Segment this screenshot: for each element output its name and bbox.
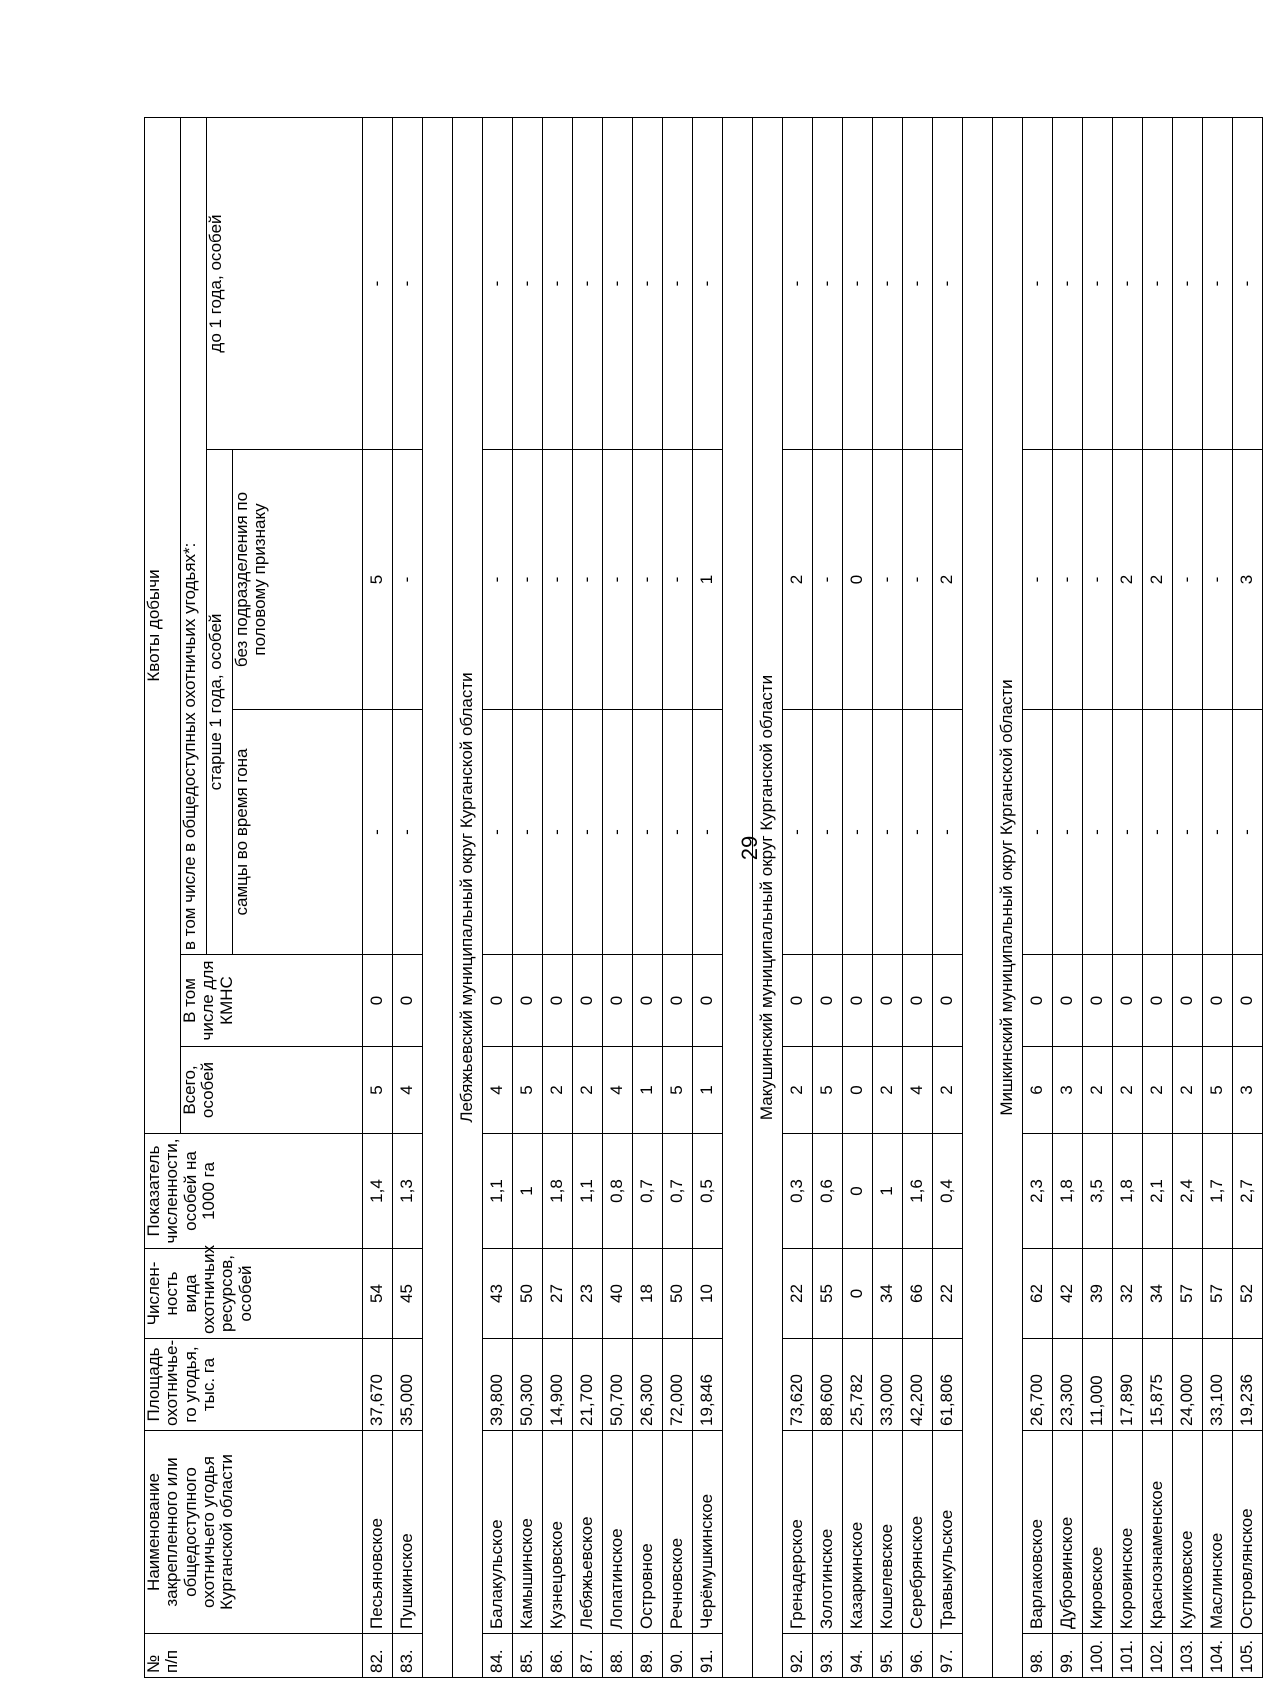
row-kmns: 0 [1113,955,1143,1047]
section-title: Макушинский муниципальный округ Курганской области [753,118,783,1678]
table-header [145,118,363,1678]
row-nosex: 2 [933,450,963,710]
row-area: 19,846 [693,1339,723,1431]
row-density: 0,4 [933,1134,963,1249]
table-row [1173,118,1203,1678]
row-young: - [1233,118,1263,450]
row-kmns: 0 [783,955,813,1047]
row-rut: - [633,710,663,955]
row-name: Кузнецовское [543,1431,573,1634]
row-name: Кировское [1083,1431,1113,1634]
row-name: Варлаковское [1023,1431,1053,1634]
header-total: Всего, особей [181,1047,363,1134]
row-young: - [363,118,393,450]
table-body [363,118,1263,1678]
row-total: 2 [1113,1047,1143,1134]
header-density: Показатель численности, особей на 1000 га [145,1134,363,1249]
row-population: 57 [1173,1249,1203,1339]
table-row [1143,118,1173,1678]
row-density: 1,7 [1203,1134,1233,1249]
section-title: Мишкинский муниципальный округ Курганской области [993,118,1023,1678]
row-rut: - [663,710,693,955]
row-nosex: - [903,450,933,710]
row-number: 102. [1143,1634,1173,1678]
row-area: 37,670 [363,1339,393,1431]
row-density: 1 [513,1134,543,1249]
row-total: 1 [693,1047,723,1134]
row-number: 82. [363,1634,393,1678]
row-population: 50 [663,1249,693,1339]
row-kmns: 0 [633,955,663,1047]
row-kmns: 0 [873,955,903,1047]
row-rut: - [1083,710,1113,955]
row-name: Серебрянское [903,1431,933,1634]
row-density: 1 [873,1134,903,1249]
spacer-row [423,118,453,1678]
row-young: - [393,118,423,450]
table-row [813,118,843,1678]
row-density: 0,7 [633,1134,663,1249]
row-number: 103. [1173,1634,1203,1678]
row-population: 54 [363,1249,393,1339]
row-name: Камышинское [513,1431,543,1634]
row-name: Кошелевское [873,1431,903,1634]
row-density: 2,4 [1173,1134,1203,1249]
row-nosex: - [573,450,603,710]
row-total: 3 [1233,1047,1263,1134]
header-public: в том числе в общедоступных охотничьих угодьях*: [181,118,207,955]
table-row [933,118,963,1678]
row-nosex: 1 [693,450,723,710]
row-kmns: 0 [1233,955,1263,1047]
row-rut: - [1143,710,1173,955]
row-young: - [1203,118,1233,450]
row-kmns: 0 [1083,955,1113,1047]
row-population: 66 [903,1249,933,1339]
row-density: 0,8 [603,1134,633,1249]
row-population: 34 [1143,1249,1173,1339]
row-population: 50 [513,1249,543,1339]
row-area: 14,900 [543,1339,573,1431]
row-density: 1,8 [1113,1134,1143,1249]
row-population: 40 [603,1249,633,1339]
row-density: 2,3 [1023,1134,1053,1249]
table-row [873,118,903,1678]
row-nosex: 2 [1113,450,1143,710]
row-area: 35,000 [393,1339,423,1431]
row-rut: - [483,710,513,955]
header-area: Площадь охотничье-го угодья, тыс. га [145,1339,363,1431]
row-name: Куликовское [1173,1431,1203,1634]
row-young: - [1053,118,1083,450]
row-young: - [693,118,723,450]
row-young: - [1083,118,1113,450]
row-number: 85. [513,1634,543,1678]
row-population: 39 [1083,1249,1113,1339]
table-row [543,118,573,1678]
row-name: Черёмушкинское [693,1431,723,1634]
row-kmns: 0 [603,955,633,1047]
row-nosex: 5 [363,450,393,710]
row-name: Лопатинское [603,1431,633,1634]
row-kmns: 0 [513,955,543,1047]
row-name: Пушкинское [393,1431,423,1634]
header-older: старше 1 года, особей [207,450,233,955]
row-rut: - [843,710,873,955]
row-young: - [573,118,603,450]
header-nosex: без подразделения по половому признаку [233,450,363,710]
row-rut: - [783,710,813,955]
row-area: 50,300 [513,1339,543,1431]
row-total: 4 [483,1047,513,1134]
header-quota-group: Квоты добычи [145,118,181,1134]
row-nosex: 0 [843,450,873,710]
row-kmns: 0 [1173,955,1203,1047]
row-kmns: 0 [843,955,873,1047]
row-number: 104. [1203,1634,1233,1678]
row-rut: - [543,710,573,955]
row-total: 1 [633,1047,663,1134]
row-number: 105. [1233,1634,1263,1678]
row-name: Травыкульское [933,1431,963,1634]
row-total: 2 [783,1047,813,1134]
header-kmns: В том числе для КМНС [181,955,363,1047]
row-density: 1,6 [903,1134,933,1249]
row-rut: - [513,710,543,955]
row-kmns: 0 [573,955,603,1047]
row-area: 17,890 [1113,1339,1143,1431]
row-name: Золотинское [813,1431,843,1634]
row-density: 0,6 [813,1134,843,1249]
row-area: 23,300 [1053,1339,1083,1431]
header-num: № п/п [145,1634,363,1678]
row-young: - [603,118,633,450]
row-area: 24,000 [1173,1339,1203,1431]
row-number: 88. [603,1634,633,1678]
row-name: Гренадерское [783,1431,813,1634]
spacer-cell [723,118,753,1678]
spacer-row [723,118,753,1678]
row-number: 92. [783,1634,813,1678]
row-young: - [843,118,873,450]
row-density: 0,7 [663,1134,693,1249]
row-nosex: - [603,450,633,710]
row-rut: - [813,710,843,955]
row-young: - [1023,118,1053,450]
row-density: 1,8 [543,1134,573,1249]
row-population: 22 [933,1249,963,1339]
row-kmns: 0 [1143,955,1173,1047]
header-rut: самцы во время гона [233,710,363,955]
row-total: 2 [1173,1047,1203,1134]
section-row [993,118,1023,1678]
row-area: 61,806 [933,1339,963,1431]
row-nosex: - [633,450,663,710]
row-name: Дубровинское [1053,1431,1083,1634]
table-row [1203,118,1233,1678]
row-population: 23 [573,1249,603,1339]
row-kmns: 0 [933,955,963,1047]
row-total: 5 [663,1047,693,1134]
row-young: - [1173,118,1203,450]
row-number: 90. [663,1634,693,1678]
row-young: - [933,118,963,450]
row-population: 22 [783,1249,813,1339]
row-kmns: 0 [813,955,843,1047]
row-kmns: 0 [363,955,393,1047]
row-nosex: - [543,450,573,710]
row-density: 1,8 [1053,1134,1083,1249]
row-nosex: - [1203,450,1233,710]
row-total: 2 [543,1047,573,1134]
row-area: 50,700 [603,1339,633,1431]
row-nosex: - [1053,450,1083,710]
row-number: 86. [543,1634,573,1678]
table-row [513,118,543,1678]
spacer-row [963,118,993,1678]
row-rut: - [603,710,633,955]
quota-table [144,117,1263,1678]
table-row [603,118,633,1678]
row-density: 0,3 [783,1134,813,1249]
header-young: до 1 года, особей [207,118,363,450]
row-kmns: 0 [1053,955,1083,1047]
row-population: 45 [393,1249,423,1339]
row-total: 4 [393,1047,423,1134]
row-kmns: 0 [663,955,693,1047]
table-row [1053,118,1083,1678]
row-population: 18 [633,1249,663,1339]
row-total: 5 [513,1047,543,1134]
row-name: Казаркинское [843,1431,873,1634]
row-name: Лебяжьевское [573,1431,603,1634]
row-population: 57 [1203,1249,1233,1339]
row-area: 15,875 [1143,1339,1173,1431]
row-rut: - [393,710,423,955]
row-name: Коровинское [1113,1431,1143,1634]
row-young: - [813,118,843,450]
spacer-cell [963,118,993,1678]
row-number: 96. [903,1634,933,1678]
row-name: Песьяновское [363,1431,393,1634]
row-nosex: - [1173,450,1203,710]
row-kmns: 0 [903,955,933,1047]
rotated-page [144,118,1257,1678]
row-total: 4 [903,1047,933,1134]
row-total: 3 [1053,1047,1083,1134]
row-nosex: - [663,450,693,710]
section-row [753,118,783,1678]
row-rut: - [573,710,603,955]
row-total: 4 [603,1047,633,1134]
row-total: 2 [1083,1047,1113,1134]
row-kmns: 0 [693,955,723,1047]
section-title: Лебяжьевский муниципальный округ Курганской области [453,118,483,1678]
row-number: 97. [933,1634,963,1678]
row-total: 0 [843,1047,873,1134]
row-nosex: - [873,450,903,710]
row-young: - [783,118,813,450]
table-row [483,118,513,1678]
row-population: 27 [543,1249,573,1339]
row-population: 34 [873,1249,903,1339]
row-kmns: 0 [543,955,573,1047]
row-young: - [873,118,903,450]
row-kmns: 0 [1023,955,1053,1047]
page-number: 29 [737,835,762,861]
table-row [1113,118,1143,1678]
row-area: 19,236 [1233,1339,1263,1431]
row-density: 1,4 [363,1134,393,1249]
row-rut: - [1173,710,1203,955]
row-nosex: 3 [1233,450,1263,710]
row-young: - [483,118,513,450]
row-number: 98. [1023,1634,1053,1678]
row-number: 83. [393,1634,423,1678]
row-total: 6 [1023,1047,1053,1134]
row-kmns: 0 [483,955,513,1047]
row-area: 73,620 [783,1339,813,1431]
row-nosex: - [813,450,843,710]
row-number: 91. [693,1634,723,1678]
row-total: 2 [933,1047,963,1134]
row-area: 39,800 [483,1339,513,1431]
row-name: Островлянское [1233,1431,1263,1634]
table-row [363,118,393,1678]
row-young: - [513,118,543,450]
row-population: 32 [1113,1249,1143,1339]
table-row [903,118,933,1678]
row-area: 25,782 [843,1339,873,1431]
row-young: - [543,118,573,450]
row-name: Маслинское [1203,1431,1233,1634]
row-population: 55 [813,1249,843,1339]
table-row [1233,118,1263,1678]
table-row [393,118,423,1678]
table-row [663,118,693,1678]
row-nosex: - [483,450,513,710]
row-number: 84. [483,1634,513,1678]
row-area: 26,300 [633,1339,663,1431]
row-young: - [903,118,933,450]
row-rut: - [1203,710,1233,955]
row-kmns: 0 [1203,955,1233,1047]
row-population: 43 [483,1249,513,1339]
row-rut: - [1053,710,1083,955]
spacer-cell [423,118,453,1678]
row-young: - [1113,118,1143,450]
row-total: 5 [363,1047,393,1134]
row-number: 87. [573,1634,603,1678]
header-name: Наименование закрепленного или общедоступного охотничьего угодья Курганской области [145,1431,363,1634]
row-number: 89. [633,1634,663,1678]
row-area: 11,000 [1083,1339,1113,1431]
row-population: 42 [1053,1249,1083,1339]
row-density: 2,1 [1143,1134,1173,1249]
section-row [453,118,483,1678]
header-population: Числен-ность вида охотничьих ресурсов, особей [145,1249,363,1339]
table-row [633,118,663,1678]
row-area: 72,000 [663,1339,693,1431]
row-density: 3,5 [1083,1134,1113,1249]
row-number: 93. [813,1634,843,1678]
row-density: 2,7 [1233,1134,1263,1249]
row-name: Краснознаменское [1143,1431,1173,1634]
row-young: - [1143,118,1173,450]
row-rut: - [1113,710,1143,955]
table-row [1083,118,1113,1678]
row-name: Балакульское [483,1431,513,1634]
row-nosex: - [513,450,543,710]
row-rut: - [363,710,393,955]
row-number: 100. [1083,1634,1113,1678]
row-density: 1,1 [483,1134,513,1249]
row-number: 99. [1053,1634,1083,1678]
row-population: 0 [843,1249,873,1339]
row-density: 1,3 [393,1134,423,1249]
row-young: - [663,118,693,450]
row-density: 1,1 [573,1134,603,1249]
row-area: 42,200 [903,1339,933,1431]
row-total: 2 [1143,1047,1173,1134]
row-rut: - [873,710,903,955]
row-total: 2 [573,1047,603,1134]
row-density: 0,5 [693,1134,723,1249]
row-area: 33,000 [873,1339,903,1431]
row-number: 95. [873,1634,903,1678]
row-total: 5 [813,1047,843,1134]
row-nosex: 2 [1143,450,1173,710]
row-rut: - [1023,710,1053,955]
row-young: - [633,118,663,450]
row-name: Речновское [663,1431,693,1634]
row-nosex: 2 [783,450,813,710]
row-rut: - [1233,710,1263,955]
row-kmns: 0 [393,955,423,1047]
row-density: 0 [843,1134,873,1249]
row-total: 5 [1203,1047,1233,1134]
table-row [1023,118,1053,1678]
table-row [693,118,723,1678]
row-population: 62 [1023,1249,1053,1339]
row-nosex: - [1083,450,1113,710]
row-area: 88,600 [813,1339,843,1431]
row-name: Островное [633,1431,663,1634]
row-number: 101. [1113,1634,1143,1678]
row-population: 10 [693,1249,723,1339]
row-rut: - [903,710,933,955]
table-row [783,118,813,1678]
table-row [843,118,873,1678]
row-nosex: - [1023,450,1053,710]
row-area: 26,700 [1023,1339,1053,1431]
row-rut: - [693,710,723,955]
row-nosex: - [393,450,423,710]
row-population: 52 [1233,1249,1263,1339]
row-number: 94. [843,1634,873,1678]
row-total: 2 [873,1047,903,1134]
table-row [573,118,603,1678]
row-area: 33,100 [1203,1339,1233,1431]
row-area: 21,700 [573,1339,603,1431]
row-rut: - [933,710,963,955]
